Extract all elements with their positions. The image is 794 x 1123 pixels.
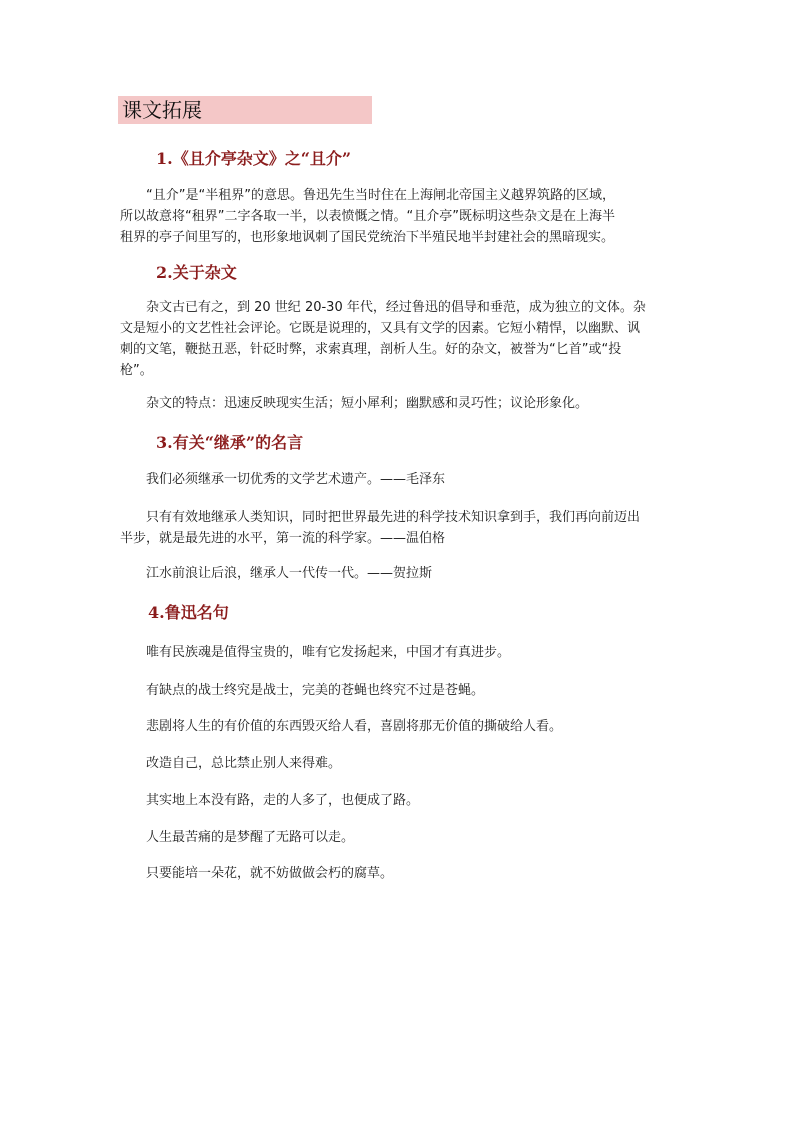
section-2-line: 枪”。 xyxy=(120,363,153,378)
section-1-line: “且介”是“半租界”的意思。鲁迅先生当时住在上海闸北帝国主义越界筑路的区域， xyxy=(146,188,615,203)
quote-horace: 江水前浪让后浪，继承人一代传一代。——贺拉斯 xyxy=(146,566,433,581)
section-4-heading: 4.鲁迅名句 xyxy=(148,603,229,622)
section-2-paragraph xyxy=(120,297,646,381)
quote-weinberg xyxy=(120,507,640,549)
section-2-features: 杂文的特点：迅速反映现实生活；短小犀利；幽默感和灵巧性；议论形象化。 xyxy=(146,396,589,411)
quote-weinberg-line: 半步，就是最先进的水平，第一流的科学家。——温伯格 xyxy=(120,531,446,546)
section-2-heading: 2.关于杂文 xyxy=(156,263,237,282)
lu-xun-quote: 唯有民族魂是值得宝贵的，唯有它发扬起来，中国才有真进步。 xyxy=(146,645,511,660)
quote-weinberg-line: 只有有效地继承人类知识，同时把世界最先进的科学技术知识拿到手，我们再向前迈出 xyxy=(146,510,641,525)
section-1-line: 所以故意将“租界”二字各取一半，以表愤慨之情。“且介亭”既标明这些杂文是在上海半 xyxy=(120,209,615,224)
section-1-paragraph xyxy=(120,185,615,248)
section-banner xyxy=(118,96,372,124)
lu-xun-quote: 改造自己，总比禁止别人来得难。 xyxy=(146,756,342,771)
quote-mao: 我们必须继承一切优秀的文学艺术遗产。——毛泽东 xyxy=(146,472,446,487)
section-2-line: 刺的文笔，鞭挞丑恶，针砭时弊，求索真理，剖析人生。好的杂文，被誉为“匕首”或“投 xyxy=(120,342,622,357)
section-3-heading: 3.有关“继承”的名言 xyxy=(156,433,304,452)
section-1-heading: 1.《且介亭杂文》之“且介” xyxy=(156,149,352,168)
section-2-line: 文是短小的文艺性社会评论。它既是说理的，又具有文学的因素。它短小精悍，以幽默、讽 xyxy=(120,321,641,336)
section-2-line: 杂文古已有之，到 20 世纪 20-30 年代，经过鲁迅的倡导和垂范，成为独立的文体。杂 xyxy=(146,300,646,315)
lu-xun-quote: 悲剧将人生的有价值的东西毁灭给人看，喜剧将那无价值的撕破给人看。 xyxy=(146,719,563,734)
lu-xun-quote: 其实地上本没有路，走的人多了，也便成了路。 xyxy=(146,793,420,808)
banner-title: 课文拓展 xyxy=(122,98,202,122)
lu-xun-quote: 有缺点的战士终究是战士，完美的苍蝇也终究不过是苍蝇。 xyxy=(146,683,485,698)
lu-xun-quote: 人生最苦痛的是梦醒了无路可以走。 xyxy=(146,830,355,845)
section-1-line: 租界的亭子间里写的，也形象地讽刺了国民党统治下半殖民地半封建社会的黑暗现实。 xyxy=(120,230,615,245)
lu-xun-quote: 只要能培一朵花，就不妨做做会朽的腐草。 xyxy=(146,866,394,881)
